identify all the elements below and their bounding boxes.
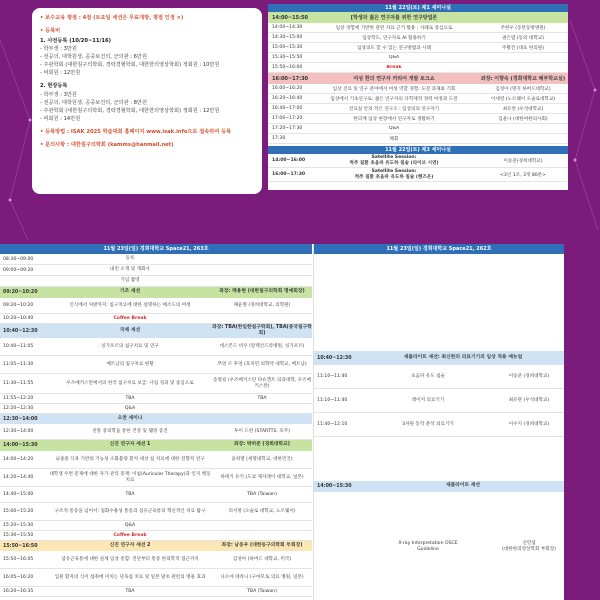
schedule-row: 12:30~14:00 전통 중의학을 통한 건강 및 웰빙 증진 투이 드란 (STARTTS, 호주) xyxy=(0,424,312,440)
satellite-row: 14:00~16:00 Satellite Session: 척추 질환 초음파 유도하 침술 (라이브 시연) 이승준(경희대학교) xyxy=(268,154,568,168)
contact-info: • 문의사항 : 대한침구의학회 (kamms@hanmail.net) xyxy=(40,141,174,148)
schedule-row: 10:40~11:05 싱가포르의 침구치료 및 연구 데스몬드 비우 (알렉산드라병원, 싱가포르) xyxy=(0,338,312,356)
schedule-row: 16:40~17:00 진료실 안의 작은 연구소 : 임상의의 연구자기 최유란 (우석대학교) xyxy=(268,104,568,114)
schedule-row: 08:30~09:00 등록 xyxy=(0,254,312,265)
schedule-row: 12:20~12:30 Q&A xyxy=(0,404,312,414)
session-header: 16:00~17:30 여성 한의 연구자 커리어 개발 토크쇼 좌장: 이향숙 (경희대학교 해부학교실) xyxy=(268,73,568,84)
schedule-row: 17:20~17:30 Q&A xyxy=(268,124,568,134)
keynote-session-header: 09:20~10:20 기조 세션 좌장: 백용현 (대한침구의학회 명예회장) xyxy=(0,287,312,298)
young-researcher-session-1-header: 14:00~15:30 신진 연구자 세션 1 좌장: 박히준 (경희대학교) xyxy=(0,440,312,451)
seminar-room-3-header: 11월 22일(토) 제3 세미나실 xyxy=(268,146,568,154)
schedule-row: 16:20~16:40 임상에서 기초연구로: 젊은 연구자의 다학제적 경력 여정과 도전 이세영 (노르웨이 오슬로대학교) xyxy=(268,94,568,104)
schedule-row: 기념 촬영 xyxy=(0,276,312,287)
schedule-row: 14:40~15:00 TBA TBA (Taiwan) xyxy=(0,487,312,503)
saturday-schedule xyxy=(268,4,568,190)
schedule-row: 15:20~15:30 Q&A xyxy=(0,521,312,531)
registration-fee-title: • 등록비 xyxy=(40,28,61,35)
xray-guideline-row: X-ray Interpretation OSCE Guideline 신민섭 (대한한의영상학회 부회장) xyxy=(398,541,556,552)
room-262-header: 11월 23일(일) 경희대학교 Space21, 262호 xyxy=(314,244,564,254)
registration-method: • 등록방법 : ISAK 2025 학술대회 홈페이지 www.isak.info으로 접속하여 등록 xyxy=(40,128,232,135)
onsite-fee-item: - 전공의, 대학원생, 공중보건의, 군의관 : 8만원 xyxy=(40,99,147,106)
room-263-column xyxy=(0,244,312,597)
schedule-row: 11:55~12:20 TBA TBA xyxy=(0,394,312,404)
schedule-row: 17:00~17:20 한의계 임상 현장에서 연구자로 생활하기 김윤나 (대한여한의사회) xyxy=(268,114,568,124)
international-session-header: 10:40~12:30 국제 세션 좌장: TBA(한일한침구학회), TBA(중국침구학회) xyxy=(0,324,312,338)
schedule-row: 16:00~16:20 임상 진료 및 연구 분야에서 여성 역할 경험: 도전 과제와 기회 김성아 (명지 하버드대학교) xyxy=(268,84,568,94)
session-header: 14:00~15:50 [학생과 젊은 연구자를 위한 연구방법론 xyxy=(268,12,568,23)
satellite-session-header: 10:40~12:30 새틀라이트 세션: 최신한의 의료기기의 임상 적용 매뉴얼 xyxy=(314,351,564,365)
satellite-row: 16:00~17:30 Satellite Session: 척추 질환 초음파 유도하 침술 (핸즈온) <3인 1조, 3개 80분> xyxy=(268,168,568,182)
schedule-row: 09:20~10:20 인식에서 처방까지: 침구치료에 대한 설명하는 메소드의 여정 채윤병 (경희대학교, 의학원) xyxy=(0,298,312,314)
schedule-row: 11:10~11:40 초음파 유도 침술 이승준 (경희대학교) xyxy=(314,365,564,389)
schedule-row: 09:00~09:20 내빈 소개 및 개회사 xyxy=(0,265,312,276)
schedule-row: 14:00~14:20 뇌졸중 식욕 기반의 기능성 소화불량 환자 대상 침 치료에 대한 전향적 연구 윤희열 (세명대학교, 대한민국) xyxy=(0,451,312,469)
schedule-row: 15:30~15:50 Q&A xyxy=(268,53,568,63)
room-262-column xyxy=(313,244,564,600)
right-margin xyxy=(564,244,600,600)
schedule-row: 14:30~15:00 임상학도, 연구자로 AI 활용하기 권은엽 (동의 대학교) xyxy=(268,33,568,43)
onsite-fee-item: - 비회원 : 14만원 xyxy=(40,115,81,122)
pre-fee-item: - 비회원 : 12만원 xyxy=(40,70,81,77)
schedule-row: 11:30~11:55 우즈베키스탄에서의 한국 침구치료 보급: 사업 경과 및 중심으로 송명길 (우즈베키스탄 타슈켄트 의과대학, 우즈베키스탄) xyxy=(0,374,312,394)
pre-fee-item: - 학부생 : 3만원 xyxy=(40,46,77,53)
onsite-fee-item: - 주관학회 (대한침구의학회, 경락경혈학회, 대한한의영상학회) 정회원 : 12만원 xyxy=(40,107,220,114)
schedule-row: 11:40~12:10 3차원 동작 분석 의료기기 이수지 (경희대학교) xyxy=(314,413,564,437)
schedule-row: 16:20~16:35 TBA TBA (Taiwan) xyxy=(0,587,312,597)
registration-info-card xyxy=(32,8,262,194)
luncheon-session-header: 12:30~14:00 오찬 세미나 xyxy=(0,414,312,424)
schedule-row: 15:00~15:30 임상의도 할 수 있는 연구방법과 사례 주황진 (대표 한의원) xyxy=(268,43,568,53)
pre-fee-item: - 주관학회 (대한침구의학회, 경락경혈학회, 대한한의영상학회) 정회원 : 10만원 xyxy=(40,62,220,69)
break-row: 15:30~15:50 Coffee Break xyxy=(0,531,312,541)
credit-note: • 보수교육 평점 : 4점 (토요일 세션은 무료개방, 평점 인정 ×) xyxy=(40,15,184,21)
schedule-row: 15:00~15:20 구조적 통증을 넘어서: 침화수용성 통증과 섬유근육통의 혁신적인 치료 탐구 리서명 (오슬로 대학교, 노르웨이) xyxy=(0,503,312,521)
satellite-session-2-header: 14:00~15:30 새틀라이트 세션 xyxy=(314,481,564,492)
schedule-row: 17:30 폐회 xyxy=(268,134,568,144)
schedule-row: 11:10~11:40 레이저 의료기기 최유란 (우석대학교) xyxy=(314,389,564,413)
onsite-registration-title: 2. 현장등록 xyxy=(40,83,68,90)
sunday-schedule xyxy=(0,244,600,600)
seminar-room-1-header: 11월 22일(토) 제1 세미나실 xyxy=(268,4,568,12)
schedule-row: 14:20~14:40 대학생 수면 문제에 대한 자가 관리 중재: 이침(Auricular Therapy)과 인지 행동 치료 하테키 유키 (도쿄 제자레이 대학교, 일본) xyxy=(0,469,312,487)
pre-registration-title: 1. 사전등록 (10/20~11/16) xyxy=(40,38,111,45)
schedule-row: 14:00~14:30 임상 경험에 기반한 관련 자료 근거 활용 : 사례로 중심으로 주한우 (동탄동방병원) xyxy=(268,23,568,33)
onsite-fee-item: - 학부생 : 3만원 xyxy=(40,91,77,98)
schedule-row: 16:05~16:20 입원 환자의 식이 섭취에 미치는 단독침 치료 및 일본 말초 관련의 병용 효과 나오야 테라니 (구마모토 의료 병원, 일본) xyxy=(0,569,312,587)
break-row: 15:50~16:00 Break xyxy=(268,63,568,73)
break-row: 10:20~10:40 Coffee Break xyxy=(0,314,312,324)
schedule-row: 15:50~16:05 섬유근육통에 대한 실제 임상 통합: 진단부터 통증 한의학적 접근까지 김성아 (하버드 대학교, 미국) xyxy=(0,551,312,569)
room-263-header: 11월 23일(일) 경희대학교 Space21, 263호 xyxy=(0,244,312,254)
schedule-row: 11:05~11:30 베트남의 침구치료 현황 쯔엉 르 후엉 (호치민 의학약 대학교, 베트남) xyxy=(0,356,312,374)
young-researcher-session-2-header: 15:50~16:50 신진 연구자 세션 2 좌장: 남동우 (대한동구의학회 부회장) xyxy=(0,541,312,551)
pre-fee-item: - 전공의, 대학원생, 공중보건의, 군의관 : 6만원 xyxy=(40,54,147,61)
